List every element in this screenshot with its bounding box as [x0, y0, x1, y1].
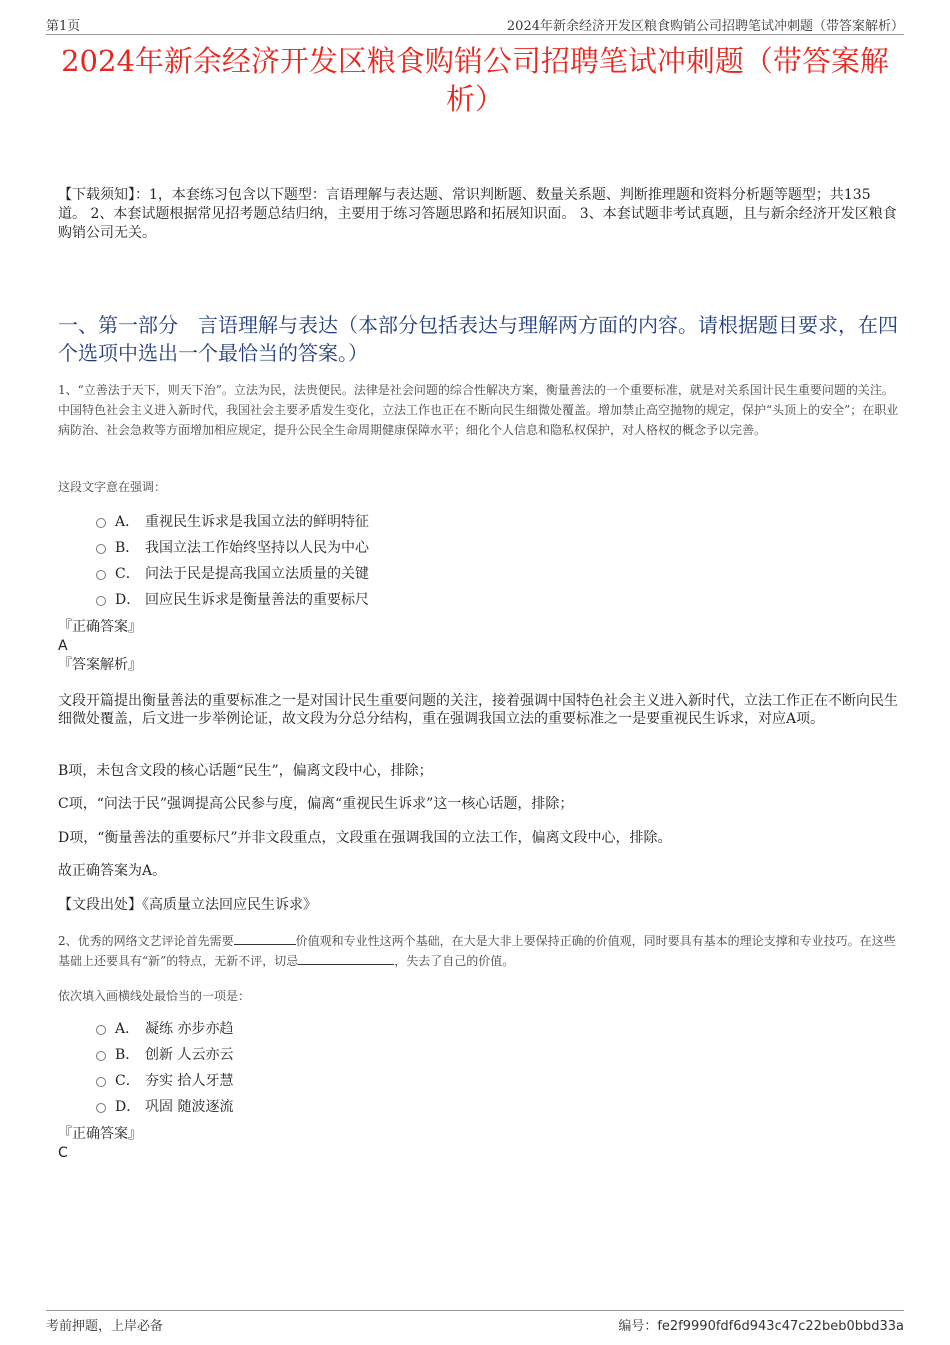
page-footer [46, 1310, 904, 1334]
analysis-paragraph: 文段开篇提出衡量善法的重要标准之一是对国计民生重要问题的关注，接着强调中国特色社会主义进入新时代，立法工作正在不断向民生细微处覆盖，后文进一步举例论证，故文段为分总分结构，重在强调我国立法的重要标准之一是要重视民生诉求，对应A项。 [58, 693, 898, 727]
correct-answer: C [58, 1145, 68, 1161]
option-a[interactable] [96, 508, 369, 534]
option-letter: D． [115, 592, 141, 608]
option-letter: A． [115, 1021, 140, 1037]
option-d[interactable] [96, 586, 369, 612]
radio-icon[interactable] [96, 596, 106, 606]
question-2-part: ，失去了自己的价值。 [394, 954, 515, 968]
option-text: 巩固 随波逐流 [145, 1099, 234, 1115]
answer-label: 『正确答案』 [58, 619, 142, 635]
footer-code [618, 1315, 904, 1334]
question-2-part: 2、优秀的网络文艺评论首先需要 [58, 934, 234, 948]
option-text: 我国立法工作始终坚持以人民为中心 [145, 540, 369, 556]
page-header [46, 14, 904, 35]
question-1-prompt: 这段文字意在强调： [58, 480, 167, 494]
correct-answer: A [58, 638, 68, 654]
download-notice: 【下载须知】：1，本套练习包含以下题型：言语理解与表达题、常识判断题、数量关系题、判断推理题和资料分析题等题型；共135道。 2、本套试题根据常见招考题总结归纳，主要用于练习答题思路和拓展知识面。 3、本套试题非考试真题，且与新余经济开发区粮食购销公司无关。 [58, 187, 897, 241]
analysis-paragraph: D项，“衡量善法的重要标尺”并非文段重点，文段重在强调我国的立法工作，偏离文段中心，排除。 [58, 830, 672, 846]
answer-label: 『正确答案』 [58, 1126, 142, 1142]
option-letter: C． [115, 566, 140, 582]
option-b[interactable] [96, 534, 369, 560]
option-letter: A． [115, 514, 140, 530]
question-1-options [96, 508, 369, 612]
radio-icon[interactable] [96, 544, 106, 554]
option-b[interactable] [96, 1041, 233, 1067]
fill-blank [298, 952, 394, 965]
option-text: 凝练 亦步亦趋 [145, 1021, 234, 1037]
question-2-options [96, 1015, 233, 1119]
document-title: 2024年新余经济开发区粮食购销公司招聘笔试冲刺题（带答案解析） [61, 44, 889, 116]
analysis-paragraph: C项，“问法于民”强调提高公民参与度，偏离“重视民生诉求”这一核心话题，排除； [58, 796, 574, 812]
option-c[interactable] [96, 560, 369, 586]
option-letter: B． [115, 540, 140, 556]
radio-icon[interactable] [96, 570, 106, 580]
header-doc-title: 2024年新余经济开发区粮食购销公司招聘笔试冲刺题（带答案解析） [506, 18, 904, 34]
option-c[interactable] [96, 1067, 233, 1093]
radio-icon[interactable] [96, 518, 106, 528]
footer-slogan: 考前押题，上岸必备 [46, 1319, 164, 1334]
source-citation: 【文段出处】《高质量立法回应民生诉求》 [58, 897, 317, 913]
section-title: 一、第一部分 言语理解与表达（本部分包括表达与理解两方面的内容。请根据题目要求，在四个选项中选出一个最恰当的答案。） [58, 313, 898, 365]
code-value: fe2f9990fdf6d943c47c22beb0bbd33a [657, 1319, 904, 1334]
option-text: 创新 人云亦云 [145, 1047, 234, 1063]
radio-icon[interactable] [96, 1025, 106, 1035]
question-2-text [58, 931, 900, 971]
radio-icon[interactable] [96, 1103, 106, 1113]
radio-icon[interactable] [96, 1051, 106, 1061]
option-letter: C． [115, 1073, 140, 1089]
option-text: 夯实 拾人牙慧 [145, 1073, 234, 1089]
question-2-prompt: 依次填入画横线处最恰当的一项是： [58, 989, 251, 1003]
question-1-text: 1、“立善法于天下，则天下治”。立法为民，法贵便民。法律是社会问题的综合性解决方案，衡量善法的一个重要标准，就是对关系国计民生重要问题的关注。中国特色社会主义进入新时代，我国社会主要矛盾发生变化，立法工作也正在不断向民生细微处覆盖。增加禁止高空抛物的规定，保护“头顶上的安全”；在职业病防治、社会急救等方面增加相应规定，提升公民全生命周期健康保障水平；细化个人信息和隐私权保护，对人格权的概念予以完善。 [58, 383, 899, 437]
radio-icon[interactable] [96, 1077, 106, 1087]
option-a[interactable] [96, 1015, 233, 1041]
analysis-conclusion: 故正确答案为A。 [58, 863, 167, 879]
page-number: 第1页 [46, 18, 81, 34]
option-letter: D． [115, 1099, 141, 1115]
option-text: 重视民生诉求是我国立法的鲜明特征 [145, 514, 369, 530]
analysis-label: 『答案解析』 [58, 657, 142, 673]
question-2-part: 价值观和专业性这两个基础，在大是大非上要保持正确的价值观，同时要具有基本的理论支撑和专业技巧。在这些基础上还要具有“新”的特点，无新不评，切忌 [58, 934, 896, 968]
fill-blank [234, 932, 296, 945]
analysis-paragraph: B项，未包含文段的核心话题“民生”，偏离文段中心，排除； [58, 763, 433, 779]
option-text: 回应民生诉求是衡量善法的重要标尺 [145, 592, 369, 608]
option-letter: B． [115, 1047, 140, 1063]
option-text: 问法于民是提高我国立法质量的关键 [145, 566, 369, 582]
code-label: 编号： [618, 1319, 658, 1334]
option-d[interactable] [96, 1093, 233, 1119]
